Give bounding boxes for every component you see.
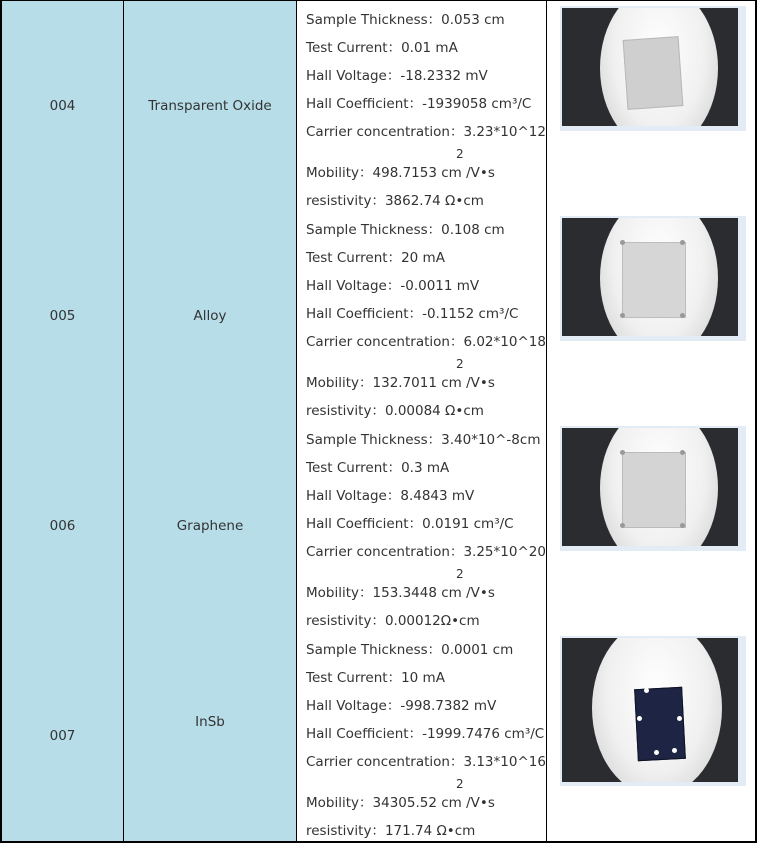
test-current: Test Current：0.3 mA [306,460,450,476]
hall-voltage: Hall Voltage：-0.0011 mV [306,278,480,294]
hall-coefficient: Hall Coefficient：-1999.7476 cm³/C [306,726,545,742]
carrier-concentration: Carrier concentration：3.23*10^12 [306,124,546,140]
resistivity: resistivity：0.00084 Ω•cm [306,403,484,419]
material-name: Graphene [176,518,244,534]
mobility: Mobility：34305.52 cm /V•s [306,795,495,811]
sample-thickness: Sample Thickness：0.053 cm [306,12,505,28]
sample-id: 005 [49,308,76,324]
table-row [0,1,757,211]
sample-id-cell [0,1,124,211]
table-row [0,631,757,842]
sample-photo-cell [547,211,757,421]
sample-photo-cell [547,631,757,842]
sample-thickness: Sample Thickness：3.40*10^-8cm [306,432,541,448]
sample-id: 004 [49,98,76,114]
sample-id: 007 [49,728,76,744]
sample-id-cell [0,631,124,842]
test-current: Test Current：20 mA [306,250,445,266]
sample-photo [560,426,746,551]
material-cell [124,1,297,211]
material-name: InSb [195,714,225,730]
mobility-unit-superscript: 2 [456,357,464,371]
hall-voltage: Hall Voltage：-18.2332 mV [306,68,488,84]
sample-thickness: Sample Thickness：0.108 cm [306,222,505,238]
material-cell [124,211,297,421]
mobility-unit-superscript: 2 [456,567,464,581]
resistivity: resistivity：0.00012Ω•cm [306,613,480,629]
sample-photo [560,636,746,786]
mobility-unit-superscript: 2 [456,147,464,161]
hall-coefficient: Hall Coefficient：-0.1152 cm³/C [306,306,519,322]
material-cell [124,421,297,631]
sample-id-cell [0,211,124,421]
carrier-concentration: Carrier concentration：6.02*10^18 [306,334,546,350]
carrier-concentration: Carrier concentration：3.13*10^16 [306,754,546,770]
test-current: Test Current：0.01 mA [306,40,458,56]
table-row [0,211,757,421]
carrier-concentration: Carrier concentration：3.25*10^20 [306,544,546,560]
sample-photo-cell [547,1,757,211]
table-row [0,421,757,631]
sample-photo [560,216,746,341]
mobility: Mobility：153.3448 cm /V•s [306,585,495,601]
material-name: Alloy [193,308,227,324]
sample-thickness: Sample Thickness：0.0001 cm [306,642,514,658]
resistivity: resistivity：171.74 Ω•cm [306,823,476,839]
hall-coefficient: Hall Coefficient：0.0191 cm³/C [306,516,514,532]
hall-coefficient: Hall Coefficient：-1939058 cm³/C [306,96,532,112]
mobility: Mobility：132.7011 cm /V•s [306,375,495,391]
material-cell [124,631,297,842]
sample-id-cell [0,421,124,631]
measurement-cell [297,1,547,211]
mobility: Mobility：498.7153 cm /V•s [306,165,495,181]
sample-photo [560,6,746,131]
hall-voltage: Hall Voltage：-998.7382 mV [306,698,497,714]
measurement-cell [297,211,547,421]
test-current: Test Current：10 mA [306,670,445,686]
hall-voltage: Hall Voltage：8.4843 mV [306,488,475,504]
mobility-unit-superscript: 2 [456,777,464,791]
measurement-cell [297,421,547,631]
sample-id: 006 [49,518,76,534]
material-name: Transparent Oxide [148,98,272,114]
resistivity: resistivity：3862.74 Ω•cm [306,193,484,209]
sample-photo-cell [547,421,757,631]
measurement-cell [297,631,547,842]
